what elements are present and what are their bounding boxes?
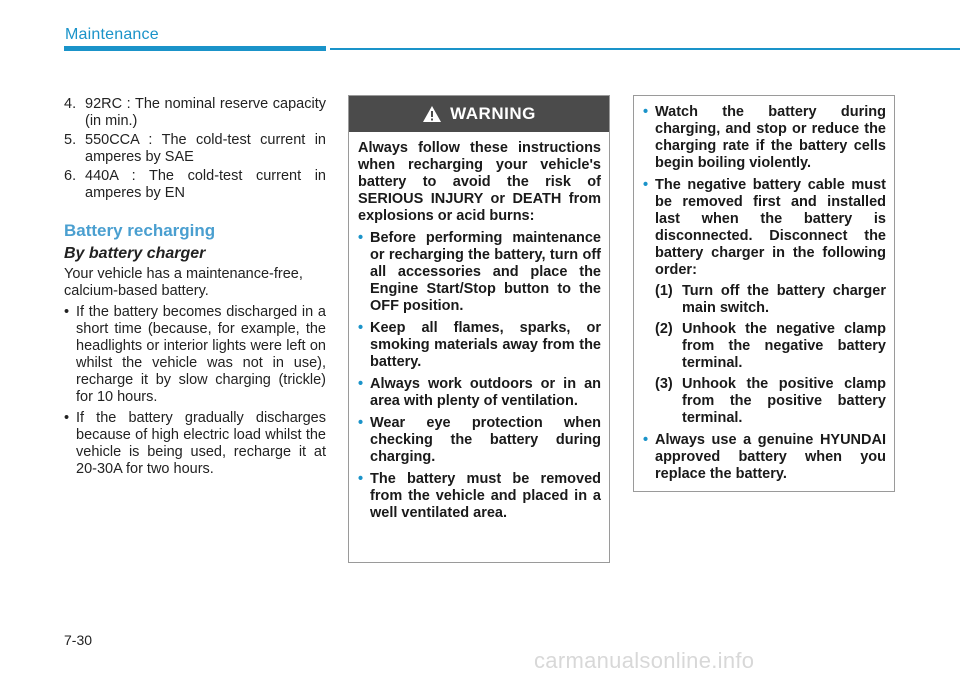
- step-item: (1) Turn off the battery charger main switch.: [655, 283, 886, 316]
- section-title: Maintenance: [65, 26, 159, 43]
- numbered-item: 5. 550CCA : The cold-test current in amperes by SAE: [64, 132, 326, 165]
- list-item: • Always work outdoors or in an area with plenty of ventilation.: [358, 376, 601, 409]
- warning-continued-box: [633, 95, 895, 492]
- bullet-icon: •: [358, 415, 364, 431]
- list-item: • If the battery becomes discharged in a short time (because, for example, the headlights or interior lights were left on whilst the vehicle was not in use), recharge it by slow charging (trickle) for 10 hours.: [64, 304, 326, 405]
- bullet-icon: •: [358, 471, 364, 487]
- left-column: [64, 96, 326, 478]
- intro-paragraph: Your vehicle has a maintenance-free, calcium-based battery.: [64, 266, 303, 299]
- warning-title: WARNING: [450, 104, 536, 123]
- watermark: carmanualsonline.info: [534, 648, 755, 673]
- bullet-icon: •: [358, 320, 364, 336]
- list-item: • Keep all flames, sparks, or smoking materials away from the battery.: [358, 320, 601, 370]
- numbered-item: 4. 92RC : The nominal reserve capacity (in min.): [64, 96, 326, 129]
- list-item: • Always use a genuine HYUNDAI approved battery when you replace the battery.: [643, 432, 886, 482]
- list-item: • Before performing maintenance or recharging the battery, turn off all accessories and place the Engine Start/Stop button to the OFF position.: [358, 230, 601, 314]
- bullet-icon: •: [358, 230, 364, 246]
- battery-recharging-heading: Battery recharging: [64, 221, 216, 240]
- warning-box: [348, 95, 610, 563]
- list-item: • The negative battery cable must be removed first and installed last when the battery is disconnected. Disconnect the battery charger in the following order:: [643, 177, 886, 278]
- list-item: • Wear eye protection when checking the battery during charging.: [358, 415, 601, 465]
- warning-intro: Always follow these instructions when recharging your vehicle's battery to avoid the risk of SERIOUS INJURY or DEATH from explosions or acid burns:: [358, 140, 601, 224]
- page-number: 7-30: [64, 632, 93, 648]
- bullet-icon: •: [64, 410, 70, 426]
- bullet-icon: •: [358, 376, 364, 392]
- header-rule-thick: [64, 46, 326, 51]
- bullet-icon: •: [64, 304, 70, 320]
- by-battery-charger-heading: By battery charger: [64, 245, 206, 262]
- warning-triangle-icon: [422, 105, 442, 123]
- list-item: • If the battery gradually discharges because of high electric load whilst the vehicle is being used, recharge it at 20-30A for two hours.: [64, 410, 326, 477]
- numbered-item: 6. 440A : The cold-test current in amperes by EN: [64, 168, 326, 201]
- step-item: (2) Unhook the negative clamp from the negative battery terminal.: [655, 321, 886, 371]
- list-item: • Watch the battery during charging, and stop or reduce the charging rate if the battery cells begin boiling violently.: [643, 104, 886, 171]
- step-item: (3) Unhook the positive clamp from the positive battery terminal.: [655, 376, 886, 426]
- bullet-icon: •: [643, 177, 649, 193]
- bullet-icon: •: [643, 432, 649, 448]
- list-item: • The battery must be removed from the vehicle and placed in a well ventilated area.: [358, 471, 601, 521]
- header-rule-thin: [330, 48, 960, 50]
- warning-header: [349, 96, 609, 132]
- bullet-icon: •: [643, 104, 649, 120]
